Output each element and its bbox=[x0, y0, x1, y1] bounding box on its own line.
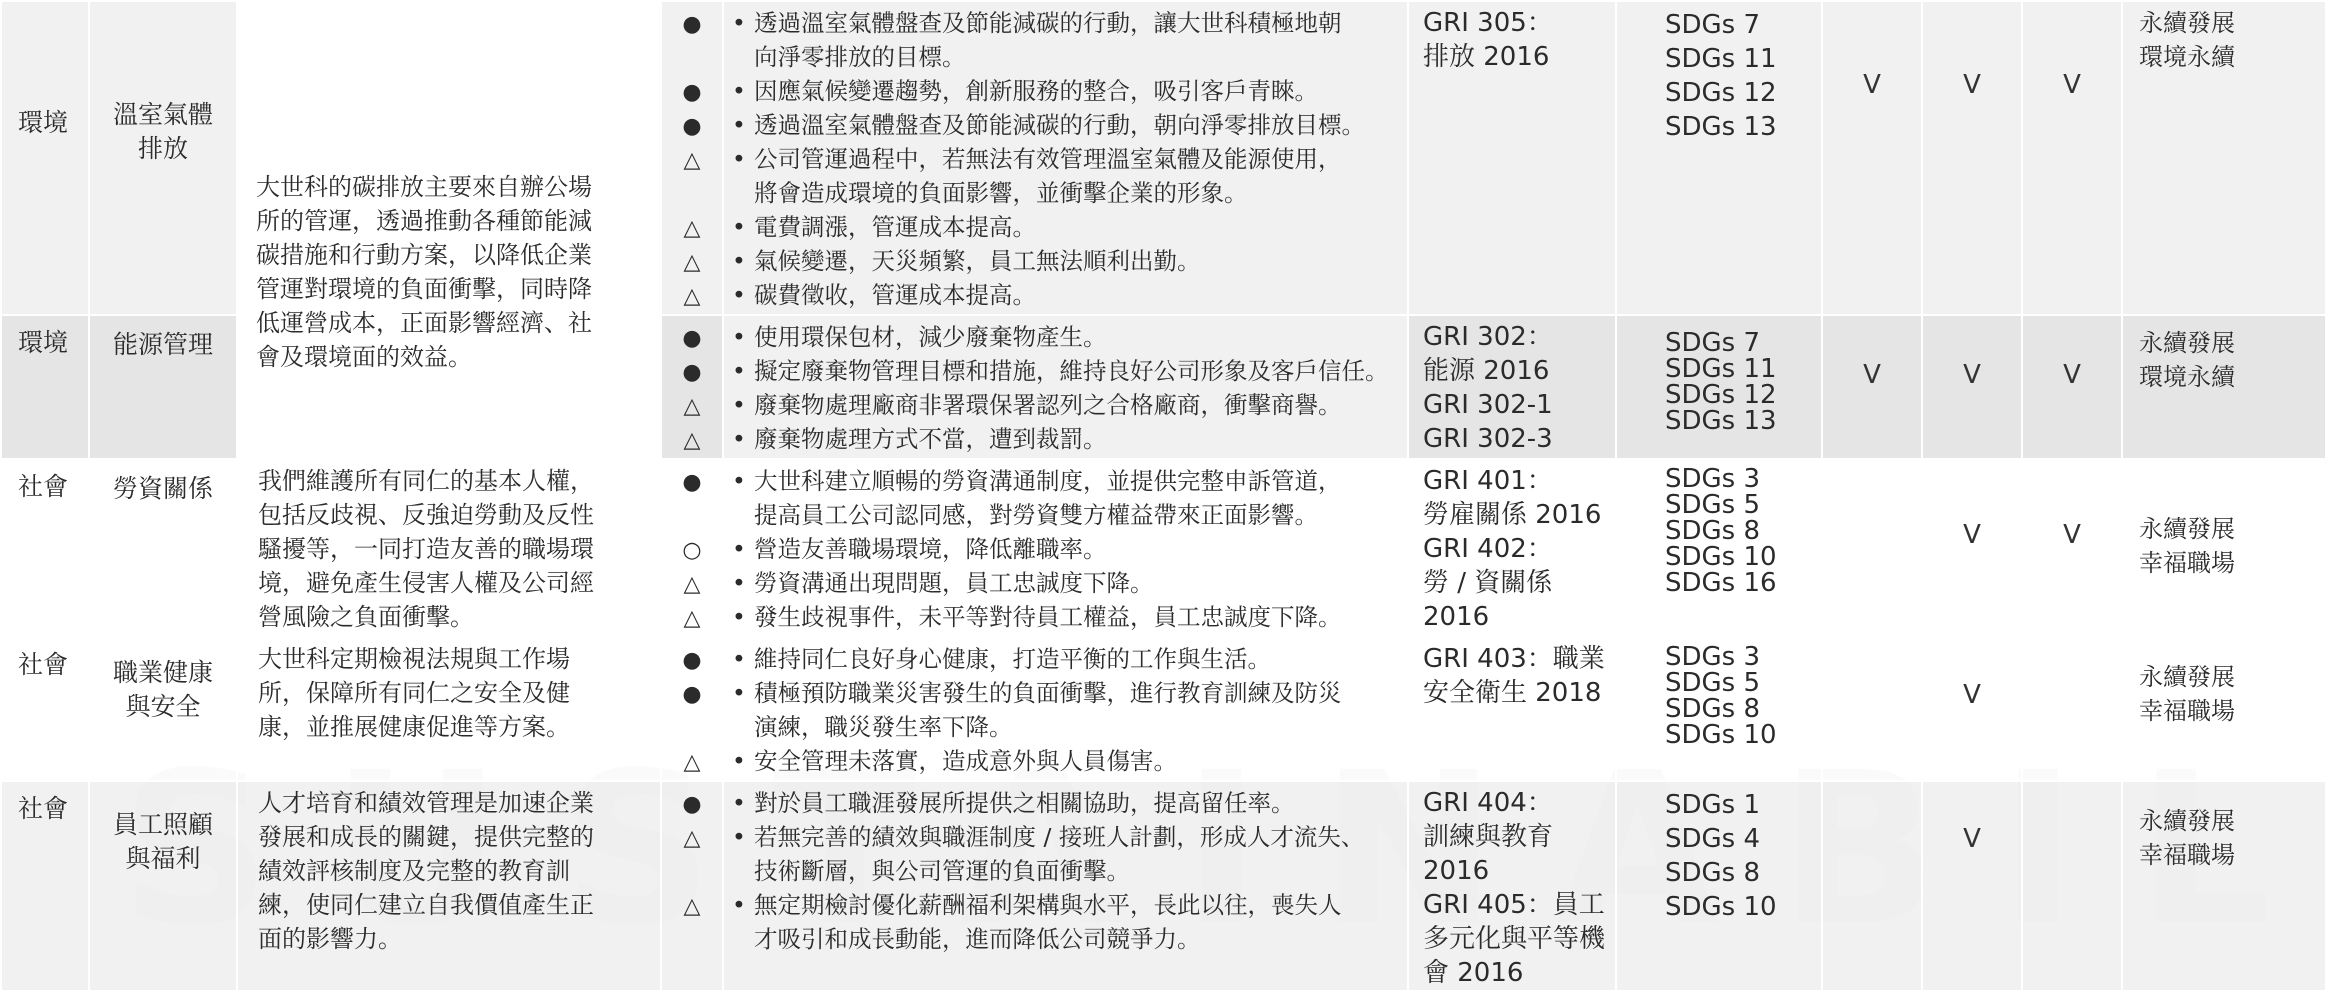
sdg-line: SDGs 8 bbox=[1665, 516, 1761, 546]
description-line: 會及環境面的效益。 bbox=[256, 343, 472, 371]
check-cell: V bbox=[2022, 1, 2122, 315]
check-cell bbox=[1822, 459, 1922, 637]
gri-line: GRI 404： bbox=[1423, 788, 1553, 818]
table-row bbox=[1, 1, 2325, 315]
impact-symbol: ○ bbox=[682, 538, 702, 563]
sdgs-cell bbox=[1616, 1, 1822, 315]
sdg-line: SDGs 13 bbox=[1665, 406, 1777, 436]
impact-line: • 使用環保包材，減少廢棄物產生。 bbox=[754, 323, 1107, 351]
check-cell: V bbox=[1922, 781, 2022, 991]
gri-cell bbox=[1408, 1, 1616, 315]
impact-line: • 電費調漲，管運成本提高。 bbox=[754, 213, 1036, 241]
topic-cell bbox=[89, 781, 237, 991]
sdg-line: SDGs 7 bbox=[1665, 328, 1761, 358]
goal-cell bbox=[2122, 1, 2325, 315]
sdg-line: SDGs 11 bbox=[1665, 44, 1777, 74]
gri-line: GRI 403：職業 bbox=[1423, 644, 1605, 674]
impact-line: • 維持同仁良好身心健康，打造平衡的工作與生活。 bbox=[754, 645, 1271, 673]
impact-item bbox=[754, 464, 1399, 532]
topic-line: 溫室氣體 bbox=[112, 100, 213, 129]
topic-cell bbox=[89, 1, 237, 315]
topic-line: 勞資關係 bbox=[112, 474, 213, 503]
impact-item bbox=[754, 820, 1399, 888]
gri-cell bbox=[1408, 459, 1616, 637]
impact-line: 向淨零排放的目標。 bbox=[754, 43, 966, 71]
sdgs-cell bbox=[1616, 459, 1822, 637]
impact-line: • 公司管運過程中，若無法有效管理溫室氣體及能源使用， bbox=[754, 145, 1342, 173]
impact-symbol bbox=[662, 500, 722, 534]
impact-cell bbox=[723, 637, 1408, 781]
description-line: 營風險之負面衝擊。 bbox=[258, 603, 474, 631]
description-line: 康，並推展健康促進等方案。 bbox=[258, 713, 570, 741]
sdg-line: SDGs 5 bbox=[1665, 668, 1761, 698]
impact-symbol: ● bbox=[682, 80, 702, 105]
impact-cell bbox=[723, 1, 1408, 315]
impact-symbol: ● bbox=[682, 360, 702, 385]
impact-item bbox=[754, 744, 1399, 778]
category-cell: 社會 bbox=[1, 781, 89, 991]
impact-item bbox=[754, 74, 1399, 108]
impact-line: 演練，職災發生率下降。 bbox=[754, 713, 1013, 741]
sdgs-cell bbox=[1616, 781, 1822, 991]
impact-item bbox=[754, 210, 1399, 244]
impact-symbol: ● bbox=[682, 648, 702, 673]
description-line: 境，避免產生侵害人權及公司經 bbox=[258, 569, 594, 597]
impact-list bbox=[724, 464, 1399, 634]
sdg-line: SDGs 10 bbox=[1665, 892, 1777, 922]
goal-line: 永續發展 bbox=[2139, 663, 2235, 691]
goal-line: 幸福職場 bbox=[2139, 841, 2235, 869]
sdgs-cell bbox=[1616, 315, 1822, 459]
impact-item bbox=[754, 532, 1399, 566]
check-cell: V bbox=[1822, 1, 1922, 315]
impact-list bbox=[724, 786, 1399, 956]
impact-item bbox=[754, 6, 1399, 74]
description-line: 碳措施和行動方案，以降低企業 bbox=[256, 241, 592, 269]
table-row bbox=[1, 459, 2325, 637]
sdg-line: SDGs 10 bbox=[1665, 720, 1777, 750]
check-cell bbox=[1822, 781, 1922, 991]
topic-line: 與安全 bbox=[125, 692, 201, 721]
impact-item bbox=[754, 320, 1399, 354]
impact-symbol-cell bbox=[661, 459, 723, 637]
category-cell: 社會 bbox=[1, 459, 89, 637]
impact-symbol: △ bbox=[683, 394, 701, 419]
goal-cell bbox=[2122, 637, 2325, 781]
description-line: 低運營成本，正面影響經濟、社 bbox=[256, 309, 592, 337]
impact-symbol: ● bbox=[682, 682, 702, 707]
impact-symbol-cell bbox=[661, 781, 723, 991]
impact-symbol-cell bbox=[661, 637, 723, 781]
goal-cell bbox=[2122, 315, 2325, 459]
impact-cell bbox=[723, 459, 1408, 637]
impact-item bbox=[754, 278, 1399, 312]
gri-line: 訓練與教育 2016 bbox=[1423, 822, 1554, 886]
check-cell: V bbox=[1922, 315, 2022, 459]
check-cell: V bbox=[1922, 637, 2022, 781]
check-cell: V bbox=[1922, 1, 2022, 315]
impact-item bbox=[754, 600, 1399, 634]
check-cell: V bbox=[1922, 459, 2022, 637]
topic-line: 職業健康 bbox=[112, 658, 213, 687]
impact-symbol bbox=[662, 712, 722, 746]
impact-symbol-cell bbox=[661, 315, 723, 459]
impact-symbol: △ bbox=[683, 216, 701, 241]
impact-line: • 廢棄物處理方式不當，遭到裁罰。 bbox=[754, 425, 1107, 453]
gri-line: GRI 302-1 bbox=[1423, 390, 1553, 420]
impact-line: 將會造成環境的負面影響，並衝擊企業的形象。 bbox=[754, 179, 1248, 207]
impact-item bbox=[754, 108, 1399, 142]
goal-line: 永續發展 bbox=[2139, 9, 2235, 37]
category-cell: 環境 bbox=[1, 1, 89, 315]
goal-line: 幸福職場 bbox=[2139, 549, 2235, 577]
impact-line: • 廢棄物處理廠商非署環保署認列之合格廠商，衝擊商譽。 bbox=[754, 391, 1342, 419]
topic-cell bbox=[89, 637, 237, 781]
impact-symbol: △ bbox=[683, 284, 701, 309]
goal-line: 永續發展 bbox=[2139, 329, 2235, 357]
impact-item bbox=[754, 786, 1399, 820]
description-line: 包括反歧視、反強迫勞動及反性 bbox=[258, 501, 594, 529]
impact-line: • 透過溫室氣體盤查及節能減碳的行動，朝向淨零排放目標。 bbox=[754, 111, 1365, 139]
impact-symbol: ● bbox=[682, 792, 702, 817]
goal-cell bbox=[2122, 781, 2325, 991]
gri-line: GRI 401： bbox=[1423, 466, 1553, 496]
goal-line: 環境永續 bbox=[2139, 363, 2235, 391]
impact-item bbox=[754, 422, 1399, 456]
impact-line: • 碳費徵收，管運成本提高。 bbox=[754, 281, 1036, 309]
impact-list bbox=[724, 320, 1399, 456]
impact-symbol bbox=[662, 856, 722, 890]
description-line: 發展和成長的關鍵，提供完整的 bbox=[258, 823, 594, 851]
table-row bbox=[1, 637, 2325, 781]
impact-symbol: △ bbox=[683, 750, 701, 775]
impact-line: 提高員工公司認同感，對勞資雙方權益帶來正面影響。 bbox=[754, 501, 1318, 529]
check-cell bbox=[2022, 781, 2122, 991]
gri-line: 勞雇關係 2016 bbox=[1423, 500, 1602, 530]
sdg-line: SDGs 12 bbox=[1665, 380, 1777, 410]
gri-line: GRI 305： bbox=[1423, 8, 1553, 38]
impact-symbol: △ bbox=[683, 606, 701, 631]
gri-line: 勞 / 資關係 2016 bbox=[1423, 568, 1553, 632]
sdg-line: SDGs 1 bbox=[1665, 790, 1761, 820]
impact-symbol: △ bbox=[683, 428, 701, 453]
gri-line: GRI 402： bbox=[1423, 534, 1553, 564]
description-line: 所，保障所有同仁之安全及健 bbox=[258, 679, 570, 707]
description-line: 練，使同仁建立自我價值產生正 bbox=[258, 891, 594, 919]
sdg-line: SDGs 4 bbox=[1665, 824, 1761, 854]
topic-line: 員工照顧 bbox=[112, 810, 213, 839]
description-line: 大世科的碳排放主要來自辦公場 bbox=[256, 173, 592, 201]
impact-cell bbox=[723, 315, 1408, 459]
check-cell bbox=[2022, 637, 2122, 781]
impact-line: • 發生歧視事件，未平等對待員工權益，員工忠誠度下降。 bbox=[754, 603, 1342, 631]
description-line: 所的管運，透過推動各種節能減 bbox=[256, 207, 592, 235]
gri-line: GRI 302-3 bbox=[1423, 424, 1553, 454]
description-line: 我們維護所有同仁的基本人權， bbox=[258, 467, 594, 495]
gri-line: 能源 2016 bbox=[1423, 356, 1550, 386]
gri-line: GRI 405：員工 bbox=[1423, 890, 1605, 920]
impact-symbol bbox=[662, 42, 722, 76]
impact-line: • 積極預防職業災害發生的負面衝擊，進行教育訓練及防災 bbox=[754, 679, 1342, 707]
goal-cell bbox=[2122, 459, 2325, 637]
sdg-line: SDGs 16 bbox=[1665, 568, 1777, 598]
description-line: 績效評核制度及完整的教育訓 bbox=[258, 857, 570, 885]
impact-symbol: △ bbox=[683, 894, 701, 919]
impact-line: • 對於員工職涯發展所提供之相關協助，提高留任率。 bbox=[754, 789, 1295, 817]
impact-symbol: ● bbox=[682, 470, 702, 495]
gri-line: 安全衛生 2018 bbox=[1423, 678, 1602, 708]
table-row bbox=[1, 781, 2325, 991]
description-line: 大世科定期檢視法規與工作場 bbox=[258, 645, 570, 673]
description-line: 管運對環境的負面衝擊，同時降 bbox=[256, 275, 592, 303]
impact-item bbox=[754, 142, 1399, 210]
impact-symbol: △ bbox=[683, 148, 701, 173]
impact-symbol: △ bbox=[683, 250, 701, 275]
impact-line: • 透過溫室氣體盤查及節能減碳的行動，讓大世科積極地朝 bbox=[754, 9, 1342, 37]
goal-line: 環境永續 bbox=[2139, 43, 2235, 71]
impact-list bbox=[724, 642, 1399, 778]
gri-line: 多元化與平等機 bbox=[1423, 924, 1606, 954]
description-line: 面的影響力。 bbox=[258, 925, 402, 953]
impact-line: 才吸引和成長動能，進而降低公司競爭力。 bbox=[754, 925, 1201, 953]
topic-line: 與福利 bbox=[125, 844, 201, 873]
description-cell bbox=[237, 459, 661, 637]
impact-symbol bbox=[662, 178, 722, 212]
impact-line: • 勞資溝通出現問題，員工忠誠度下降。 bbox=[754, 569, 1154, 597]
topic-line: 能源管理 bbox=[112, 330, 213, 359]
gri-line: 排放 2016 bbox=[1423, 42, 1550, 72]
impact-line: • 安全管理未落實，造成意外與人員傷害。 bbox=[754, 747, 1177, 775]
merged-description-cell bbox=[237, 1, 661, 459]
impact-symbol-cell bbox=[661, 1, 723, 315]
gri-cell bbox=[1408, 637, 1616, 781]
goal-line: 永續發展 bbox=[2139, 807, 2235, 835]
goal-line: 幸福職場 bbox=[2139, 697, 2235, 725]
sdgs-cell bbox=[1616, 637, 1822, 781]
gri-cell bbox=[1408, 781, 1616, 991]
impact-line: • 氣候變遷，天災頻繁，員工無法順利出勤。 bbox=[754, 247, 1201, 275]
sdg-line: SDGs 13 bbox=[1665, 112, 1777, 142]
category-cell: 環境 bbox=[1, 315, 89, 459]
impact-line: • 擬定廢棄物管理目標和措施，維持良好公司形象及客戶信任。 bbox=[754, 357, 1389, 385]
impact-symbol: ● bbox=[682, 12, 702, 37]
impact-symbol: △ bbox=[683, 572, 701, 597]
gri-line: 會 2016 bbox=[1423, 958, 1524, 988]
impact-line: • 無定期檢討優化薪酬福利架構與水平，長此以往，喪失人 bbox=[754, 891, 1342, 919]
sdg-line: SDGs 8 bbox=[1665, 858, 1761, 888]
description-cell bbox=[237, 637, 661, 781]
goal-line: 永續發展 bbox=[2139, 515, 2235, 543]
impact-symbol: ● bbox=[682, 326, 702, 351]
category-cell: 社會 bbox=[1, 637, 89, 781]
impact-item bbox=[754, 642, 1399, 676]
impact-item bbox=[754, 566, 1399, 600]
check-cell: V bbox=[2022, 459, 2122, 637]
topic-cell bbox=[89, 459, 237, 637]
description-line: 人才培育和績效管理是加速企業 bbox=[258, 789, 594, 817]
description-cell bbox=[237, 781, 661, 991]
check-cell: V bbox=[2022, 315, 2122, 459]
impact-cell bbox=[723, 781, 1408, 991]
sdg-line: SDGs 12 bbox=[1665, 78, 1777, 108]
impact-line: • 若無完善的績效與職涯制度 / 接班人計劃，形成人才流失、 bbox=[754, 823, 1365, 851]
merged-description bbox=[238, 2, 660, 374]
sdg-line: SDGs 7 bbox=[1665, 10, 1761, 40]
impact-line: • 大世科建立順暢的勞資溝通制度，並提供完整申訴管道， bbox=[754, 467, 1342, 495]
impact-item bbox=[754, 354, 1399, 388]
impact-symbol: △ bbox=[683, 826, 701, 851]
gri-line: GRI 302： bbox=[1423, 322, 1553, 352]
gri-cell bbox=[1408, 315, 1616, 459]
impact-line: • 因應氣候變遷趨勢，創新服務的整合，吸引客戶青睞。 bbox=[754, 77, 1318, 105]
topic-cell bbox=[89, 315, 237, 459]
sdg-line: SDGs 3 bbox=[1665, 642, 1761, 672]
sdg-line: SDGs 11 bbox=[1665, 354, 1777, 384]
topic-line: 排放 bbox=[137, 134, 188, 163]
check-cell: V bbox=[1822, 315, 1922, 459]
impact-item bbox=[754, 888, 1399, 956]
description-line: 騷擾等，一同打造友善的職場環 bbox=[258, 535, 594, 563]
impact-symbol: ● bbox=[682, 114, 702, 139]
impact-item bbox=[754, 388, 1399, 422]
impact-item bbox=[754, 676, 1399, 744]
check-cell bbox=[1822, 637, 1922, 781]
impact-list bbox=[724, 6, 1399, 312]
sdg-line: SDGs 10 bbox=[1665, 542, 1777, 572]
sdg-line: SDGs 8 bbox=[1665, 694, 1761, 724]
impact-item bbox=[754, 244, 1399, 278]
sdg-line: SDGs 3 bbox=[1665, 464, 1761, 494]
impact-line: 技術斷層，與公司管運的負面衝擊。 bbox=[754, 857, 1130, 885]
sdg-line: SDGs 5 bbox=[1665, 490, 1761, 520]
impact-line: • 營造友善職場環境，降低離職率。 bbox=[754, 535, 1107, 563]
